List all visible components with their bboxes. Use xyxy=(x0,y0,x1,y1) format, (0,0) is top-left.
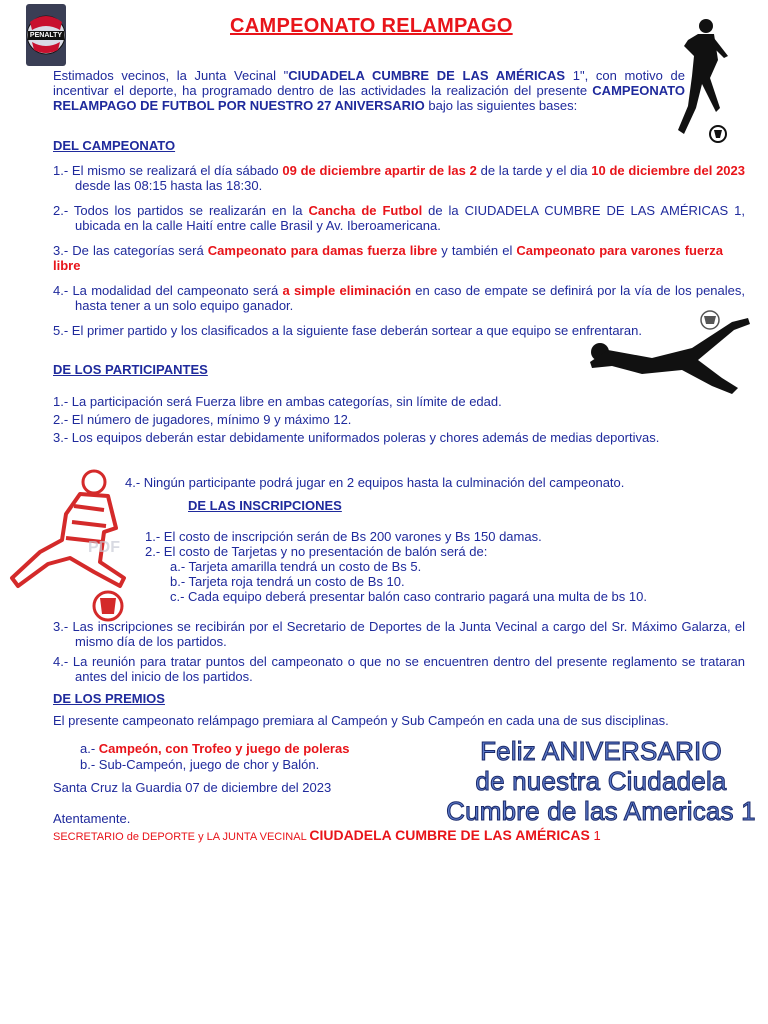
premios-item-a: a.- Campeón, con Trofeo y juego de poleras xyxy=(80,741,350,756)
place-date: Santa Cruz la Guardia 07 de diciembre del 2023 xyxy=(53,780,332,795)
anniversary-line-2: de nuestra Ciudadela xyxy=(475,766,727,796)
participantes-item-3: 3.- Los equipos deberán estar debidamente uniformados poleras y chores además de medias deportivas. xyxy=(53,430,660,445)
participantes-item-4: 4.- Ningún participante podrá jugar en 2 equipos hasta la culminación del campeonato. xyxy=(125,475,625,490)
inscripciones-item-c: c.- Cada equipo deberá presentar balón caso contrario pagará una multa de bs 10. xyxy=(170,589,647,604)
watermark: PDF xyxy=(88,539,120,556)
inscripciones-item-3: 3.- Las inscripciones se recibirán por el Secretario de Deportes de la Junta Vecinal a cargo del Sr. Máximo Galarza, el mismo día de los partidos. xyxy=(53,619,745,649)
inscripciones-item-a: a.- Tarjeta amarilla tendrá un costo de Bs 5. xyxy=(170,559,422,574)
ball-logo-text: PENALTY xyxy=(29,32,63,39)
campeonato-item-2: 2.- Todos los partidos se realizarán en la Cancha de Futbol de la CIUDADELA CUMBRE DE LAS AMÉRICAS 1, ubicada en la calle Haití entre calle Brasil y Av. Iberoamericana. xyxy=(53,203,746,233)
campeonato-item-1: 1.- El mismo se realizará el día sábado 09 de diciembre apartir de las 2 de la tarde y el dia 10 de diciembre del 2023 desde las 08:15 hasta las 18:30. xyxy=(53,163,745,193)
section-heading-inscripciones: DE LAS INSCRIPCIONES xyxy=(188,498,342,513)
premios-item-b: b.- Sub-Campeón, juego de chor y Balón. xyxy=(80,757,320,772)
penalty-ball-logo xyxy=(26,4,66,66)
anniversary-wordart xyxy=(446,736,756,826)
inscripciones-item-2: 2.- El costo de Tarjetas y no presentación de balón será de: xyxy=(145,544,488,559)
campeonato-item-5: 5.- El primer partido y los clasificados a la siguiente fase deberán sortear a que equipo se enfrentaran. xyxy=(53,323,642,338)
anniversary-line-1: Feliz ANIVERSARIO xyxy=(480,736,722,766)
premios-paragraph: El presente campeonato relámpago premiara al Campeón y Sub Campeón en cada una de sus disciplinas. xyxy=(53,713,669,728)
closing: Atentamente. xyxy=(53,811,131,826)
inscripciones-item-4: 4.- La reunión para tratar puntos del campeonato o que no se encuentren dentro del presente reglamento se trataran antes del inicio de los partidos. xyxy=(53,654,745,684)
participantes-item-1: 1.- La participación será Fuerza libre en ambas categorías, sin límite de edad. xyxy=(53,394,502,409)
page-title: CAMPEONATO RELAMPAGO xyxy=(230,15,513,37)
inscripciones-item-1: 1.- El costo de inscripción serán de Bs 200 varones y Bs 150 damas. xyxy=(145,529,542,544)
participantes-item-2: 2.- El número de jugadores, mínimo 9 y máximo 12. xyxy=(53,412,352,427)
intro-paragraph: Estimados vecinos, la Junta Vecinal "CIUDADELA CUMBRE DE LAS AMÉRICAS 1", con motivo de incentivar el deporte, ha programado dentro de las actividades la realización del presente CAMPEONATO RELAMPAGO DE FUTBOL POR NUESTRO 27 ANIVERSARIO bajo las siguientes bases: xyxy=(53,68,685,113)
diving-player-image xyxy=(572,308,764,396)
inscripciones-item-b: b.- Tarjeta roja tendrá un costo de Bs 10. xyxy=(170,574,405,589)
signature-line: SECRETARIO de DEPORTE y LA JUNTA VECINAL CIUDADELA CUMBRE DE LAS AMÉRICAS 1 xyxy=(53,827,601,843)
section-heading-premios: DE LOS PREMIOS xyxy=(53,691,165,706)
campeonato-item-3: 3.- De las categorías será Campeonato para damas fuerza libre y también el Campeonato para varones fuerza libre xyxy=(53,243,723,273)
section-heading-campeonato: DEL CAMPEONATO xyxy=(53,138,176,153)
campeonato-item-4: 4.- La modalidad del campeonato será a simple eliminación en caso de empate se definirá por la vía de los penales, hasta tener a un solo equipo ganador. xyxy=(53,283,745,313)
section-heading-participantes: DE LOS PARTICIPANTES xyxy=(53,362,208,377)
anniversary-line-3: Cumbre de las Americas 1 xyxy=(446,796,756,826)
